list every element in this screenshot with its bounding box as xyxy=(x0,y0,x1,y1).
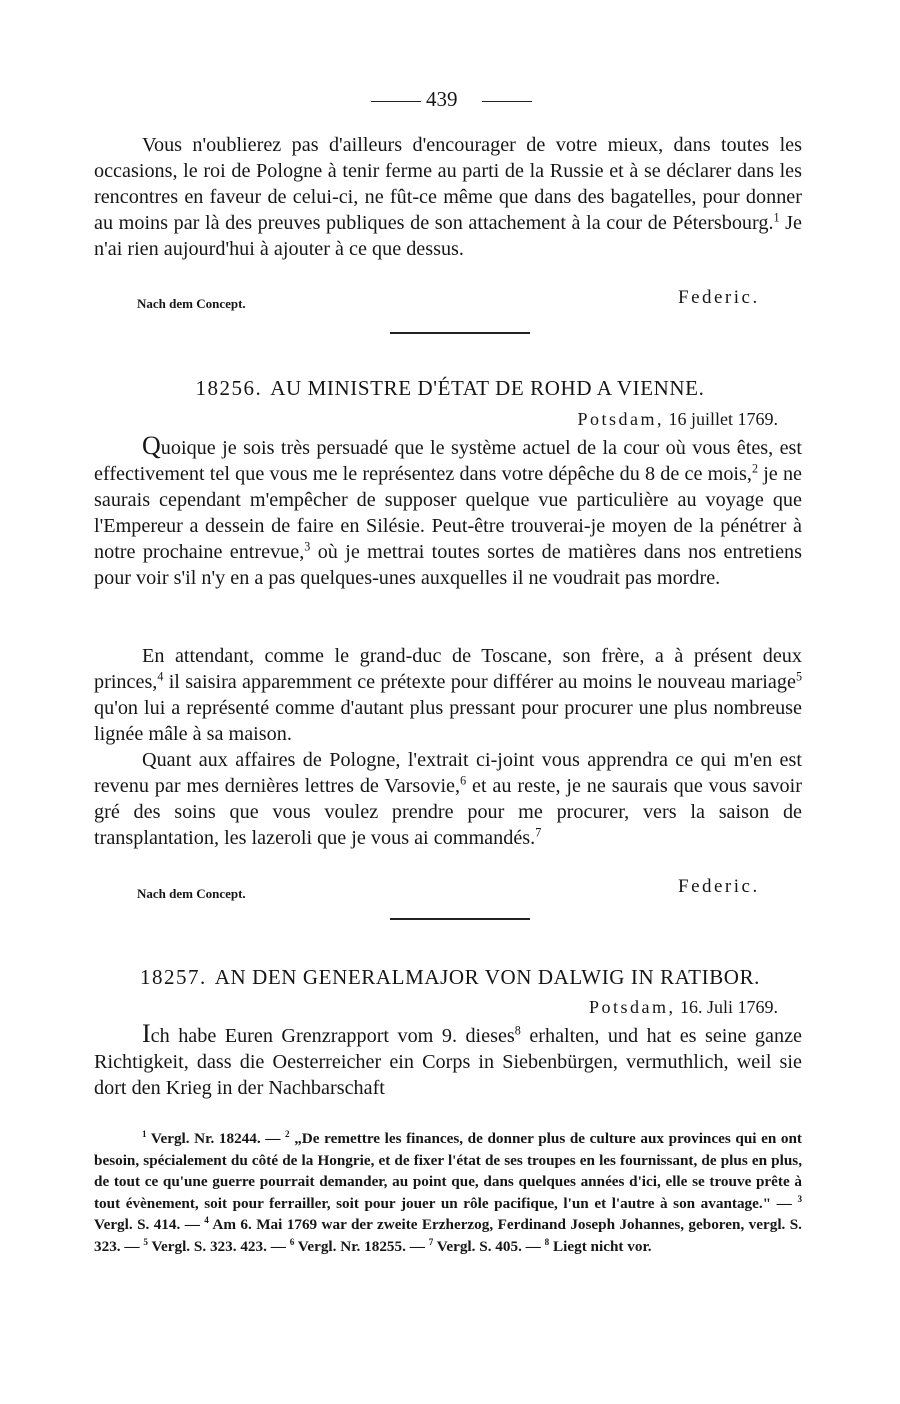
footnote-text: „De remettre les finances, de donner plus de culture aux provinces qui en ont besoin, spécialement du côté de la Hongrie, et de fixer l'état de ses troupes en les fournissant, de plus en plus, de tout ce qu'une guerre pourrait demander, au point que, dans quelques années d'ici, elle se trouve prête à tout évènement, soit pour ferrailler, soit pour jouer un rôle pacifique, l'un et l'autre à son avantage." — xyxy=(94,1130,802,1212)
paragraph-text: il saisira apparemment ce prétexte pour différer au moins le nouveau mariage xyxy=(163,670,796,693)
paragraph-text: je ne saurais cependant m'empêcher de supposer quelque vue particulière au voyage que l'Empereur a dessein de faire en Silésie. Peut-être trouverai-je moyen de la pénétrer à notre prochaine entrevue, xyxy=(94,462,803,563)
letter-place: Potsdam, xyxy=(588,997,676,1017)
footnote-marker: 7 xyxy=(428,1236,434,1247)
section-divider xyxy=(390,332,530,334)
letter-place-date xyxy=(589,997,778,1018)
paragraph-text: En attendant, comme le grand-duc de Toscane, son frère, a à présent deux princes, xyxy=(94,645,802,693)
footnote-marker: 8 xyxy=(544,1236,550,1247)
footnote-ref: 1 xyxy=(773,209,780,224)
letter-title: AU MINISTRE D'ÉTAT DE ROHD A VIENNE. xyxy=(270,376,705,400)
continuation-text-end: Je n'ai rien aujourd'hui à ajouter à ce que dessus. xyxy=(94,211,802,260)
letter-place: Potsdam, xyxy=(577,409,664,429)
paragraph-text: où je mettrai toutes sortes de matières dans nos entretiens pour voir s'il n'y en a pas quelques-unes auxquelles il ne voudrait pas mordre. xyxy=(94,540,802,589)
header-dash-left xyxy=(371,101,421,102)
footnote-marker: 3 xyxy=(797,1193,802,1204)
footnote-marker: 5 xyxy=(143,1236,148,1247)
signature: Federic. xyxy=(678,876,760,897)
continuation-paragraph xyxy=(94,133,802,263)
paragraph-text: et au reste, je ne saurais que vous savoir gré des soins que vous voulez prendre pour me procurer, vers la saison de transplantation, les lazeroli que je vous ai commandés. xyxy=(94,774,802,849)
letter-number: 18256. xyxy=(195,376,263,400)
paragraph-text: qu'on lui a représenté comme d'autant plus pressant pour procurer une plus nombreuse lignée mâle à sa maison. xyxy=(94,696,802,745)
letter-date: 16. Juli 1769. xyxy=(679,997,778,1017)
section-divider xyxy=(390,918,530,920)
letter-place-date xyxy=(577,409,778,430)
footnote-text: Vergl. S. 323. 423. — xyxy=(147,1237,290,1255)
letter-paragraph xyxy=(94,1019,802,1102)
footnote-marker: 4 xyxy=(204,1214,209,1225)
letter-paragraph xyxy=(94,431,803,591)
page-number: 439 xyxy=(426,87,458,111)
letter-paragraph xyxy=(94,644,802,748)
footnotes xyxy=(94,1128,802,1257)
footnote-ref: 2 xyxy=(751,461,759,476)
signature: Federic. xyxy=(678,287,760,308)
footnote-text: Vergl. S. 405. — xyxy=(433,1237,545,1255)
letter-paragraph xyxy=(94,748,802,852)
letter-number: 18257. xyxy=(139,965,207,989)
footnote-ref: 5 xyxy=(795,669,802,684)
letter-date: 16 juillet 1769. xyxy=(668,409,778,429)
footnote-marker: 2 xyxy=(285,1128,290,1139)
letter-heading xyxy=(0,965,900,990)
footnote-ref: 4 xyxy=(157,669,164,684)
footnote-ref: 3 xyxy=(304,538,311,553)
footnote-marker: 6 xyxy=(289,1236,295,1247)
footnote-text: Am 6. Mai 1769 war der zweite Erzherzog, Ferdinand Joseph Johannes, geboren, vergl. S. 323. — xyxy=(94,1216,802,1255)
initial-letter: I xyxy=(142,1019,151,1048)
paragraph-text: uoique je sois très persuadé que le système actuel de la cour où vous êtes, est effectivement tel que vous me le représentez dans votre dépêche du 8 de ce mois, xyxy=(94,437,802,485)
footnote-ref: 7 xyxy=(535,824,542,839)
source-note: Nach dem Concept. xyxy=(137,886,246,901)
footnote-ref: 6 xyxy=(460,773,467,788)
continuation-text: Vous n'oublierez pas d'ailleurs d'encourager de votre mieux, dans toutes les occasions, le roi de Pologne à tenir ferme au parti de la Russie et à se déclarer dans les rencontres en faveur de celui-ci, ne fût-ce même que dans des bagatelles, pour donner au moins par là des preuves publiques de son attachement à la cour de Pétersbourg. xyxy=(94,134,802,234)
footnote-ref: 8 xyxy=(514,1023,521,1038)
paragraph-text: erhalten, und hat es seine ganze Richtigkeit, dass die Oesterreicher ein Corps in Siebenbürgen, vermuthlich, weil sie dort den Krieg in der Nachbarschaft xyxy=(94,1025,802,1099)
page-header xyxy=(0,87,900,117)
letter-title: AN DEN GENERALMAJOR VON DALWIG IN RATIBOR. xyxy=(214,965,761,989)
footnote-marker: 1 xyxy=(142,1128,147,1139)
source-note: Nach dem Concept. xyxy=(137,296,246,311)
footnote-text: Vergl. S. 414. — xyxy=(94,1216,205,1233)
header-dash-right xyxy=(482,101,532,102)
paragraph-text: Quant aux affaires de Pologne, l'extrait ci-joint vous apprendra ce qui m'en est revenu par mes dernières lettres de Varsovie, xyxy=(94,749,802,797)
paragraph-text: ch habe Euren Grenzrapport vom 9. dieses xyxy=(150,1025,515,1047)
footnote-text: Vergl. Nr. 18244. — xyxy=(146,1130,286,1147)
letter-heading xyxy=(0,376,900,401)
initial-letter: Q xyxy=(142,431,161,460)
footnote-text: Liegt nicht vor. xyxy=(549,1237,652,1255)
footnote-text: Vergl. Nr. 18255. — xyxy=(294,1237,429,1255)
